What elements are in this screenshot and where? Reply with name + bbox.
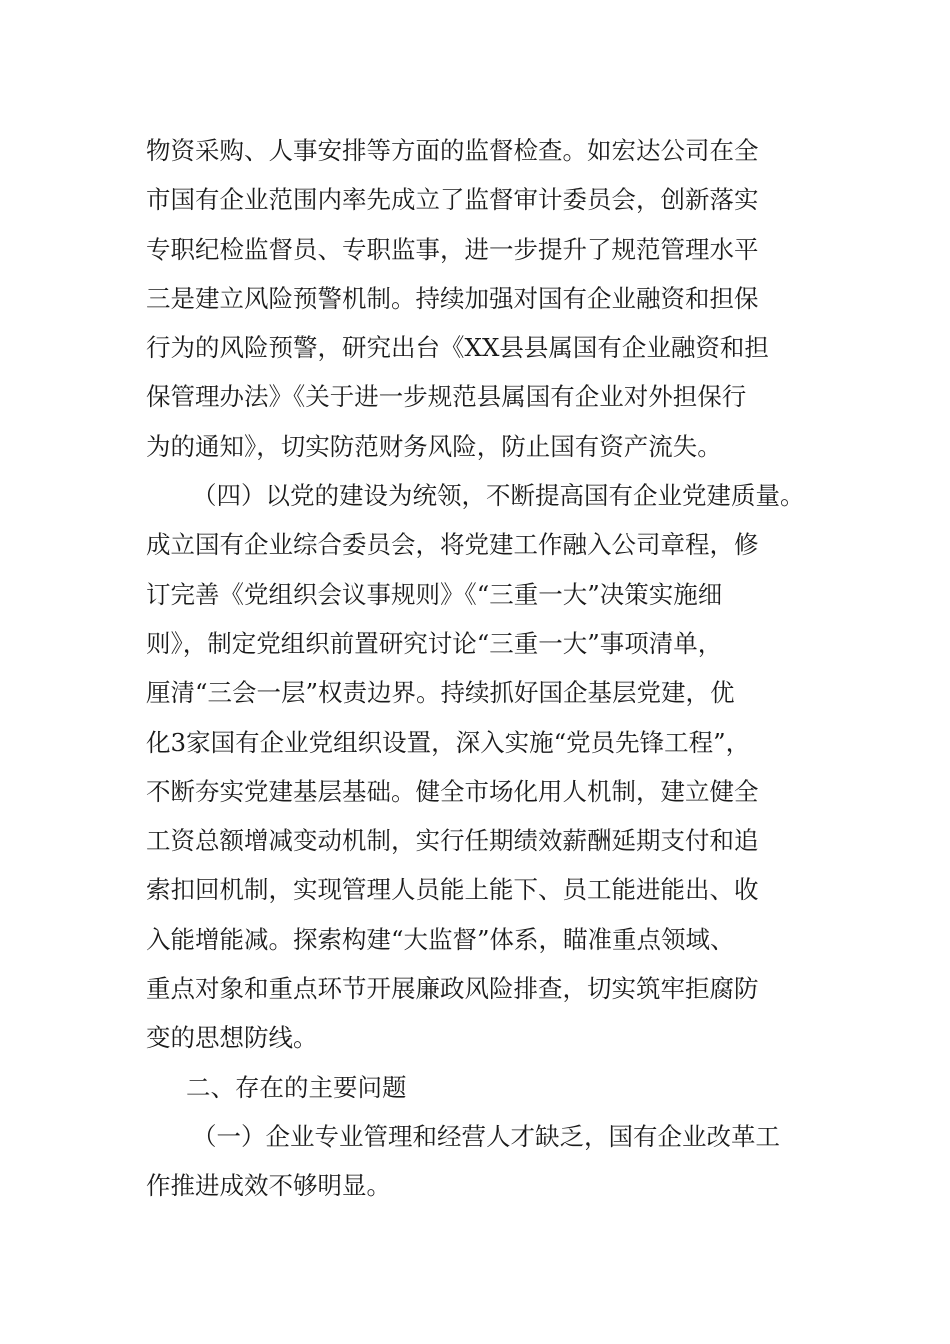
text-line: 市国有企业范围内率先成立了监督审计委员会，创新落实 (146, 185, 759, 215)
text-line: 厘清“三会一层”权责边界。持续抓好国企基层党建，优 (146, 678, 735, 708)
text-line: 化3家国有企业党组织设置，深入实施“党员先锋工程”， (146, 727, 751, 757)
text-line: 成立国有企业综合委员会，将党建工作融入公司章程，修 (146, 530, 759, 560)
text-line: 不断夯实党建基层基础。健全市场化用人机制，建立健全 (146, 776, 759, 806)
text-line: 变的思想防线。 (146, 1023, 318, 1053)
text-line: 索扣回机制，实现管理人员能上能下、员工能进能出、收 (146, 875, 759, 905)
text-line: 为的通知》，切实防范财务风险，防止国有资产流失。 (146, 431, 722, 461)
text-line: 工资总额增减变动机制，实行任期绩效薪酬延期支付和追 (146, 826, 759, 856)
text-line: 保管理办法》《关于进一步规范县属国有企业对外担保行 (146, 382, 747, 412)
text-line: 三是建立风险预警机制。持续加强对国有企业融资和担保 (146, 283, 759, 313)
text-line: 专职纪检监督员、专职监事，进一步提升了规范管理水平 (146, 234, 759, 264)
text-line: 物资采购、人事安排等方面的监督检查。如宏达公司在全 (146, 136, 759, 165)
text-line: 作推进成效不够明显。 (146, 1171, 391, 1201)
text-line: 订完善《党组织会议事规则》《“三重一大”决策实施细 (146, 579, 723, 609)
text-line: 则》，制定党组织前置研究讨论“三重一大”事项清单， (146, 628, 723, 658)
body-text (146, 126, 846, 1211)
section-heading-2: 二、存在的主要问题 (186, 1072, 407, 1102)
text-line: 重点对象和重点环节开展廉政风险排查，切实筑牢拒腐防 (146, 974, 759, 1004)
text-line: 入能增能减。探索构建“大监督”体系，瞄准重点领域、 (146, 924, 735, 954)
section-heading-4: （四）以党的建设为统领，不断提高国有企业党建质量。 (192, 481, 805, 511)
text-line: 行为的风险预警，研究出台《XX县县属国有企业融资和担 (146, 333, 769, 363)
subsection-heading-1: （一）企业专业管理和经营人才缺乏，国有企业改革工 (192, 1121, 780, 1151)
